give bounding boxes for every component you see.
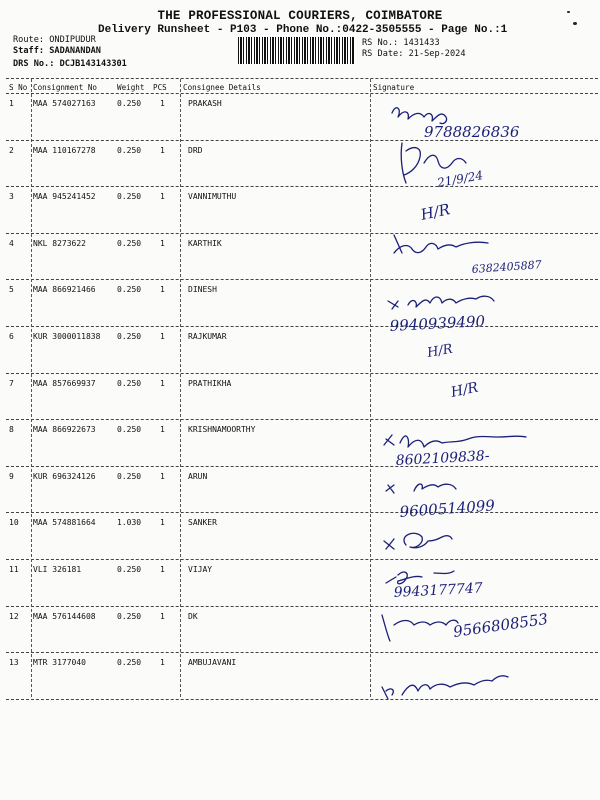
route-label: Route: bbox=[13, 35, 45, 45]
signature-scribble bbox=[384, 435, 526, 447]
signature-text: H/R bbox=[419, 200, 452, 224]
cell-consignment-no: MAA 574027163 bbox=[33, 99, 96, 108]
cell-pcs: 1 bbox=[160, 378, 165, 388]
signature-scribble bbox=[394, 235, 488, 253]
cell-consignee: KARTHIK bbox=[188, 238, 222, 248]
signature-text: H/R bbox=[426, 341, 454, 361]
cell-pcs: 1 bbox=[160, 145, 165, 155]
cell-consignee: PRATHIKHA bbox=[188, 378, 232, 388]
cell-consignment-no: NKL 8273622 bbox=[33, 238, 86, 248]
cell-weight: 0.250 bbox=[117, 192, 142, 202]
signature-scribble bbox=[392, 108, 447, 124]
cell-weight: 0.250 bbox=[117, 658, 142, 668]
cell-consignment-no: MAA 866921466 bbox=[33, 285, 96, 295]
rs-no-info bbox=[362, 38, 440, 49]
signature-ink bbox=[372, 95, 600, 705]
cell-sno: 6 bbox=[9, 332, 14, 341]
cell-sno: 2 bbox=[9, 145, 14, 155]
cell-consignee: DK bbox=[188, 611, 198, 621]
barcode bbox=[238, 37, 355, 64]
cell-consignment-no: MAA 576144608 bbox=[33, 611, 96, 621]
cell-pcs: 1 bbox=[160, 565, 165, 574]
cell-consignee: VANNIMUTHU bbox=[188, 192, 237, 202]
cell-sno: 5 bbox=[9, 285, 14, 295]
cell-consignment-no: KUR 3000011838 bbox=[33, 332, 101, 341]
cell-sno: 12 bbox=[9, 611, 19, 621]
signature-text: 9788826836 bbox=[424, 123, 520, 141]
drs-label: DRS No.: bbox=[13, 59, 55, 69]
drs-value: DCJB143143301 bbox=[59, 59, 127, 69]
document-subtitle: Delivery Runsheet - P103 - Phone No.:0422-3505555 - Page No.:1 bbox=[98, 24, 508, 36]
cell-pcs: 1 bbox=[160, 425, 165, 435]
cell-consignment-no: MAA 110167278 bbox=[33, 145, 96, 155]
signature-text: 6382405887 bbox=[471, 258, 543, 276]
cell-pcs: 1 bbox=[160, 471, 165, 481]
cell-weight: 0.250 bbox=[117, 238, 142, 248]
cell-weight: 0.250 bbox=[117, 99, 142, 108]
cell-pcs: 1 bbox=[160, 518, 165, 528]
cell-sno: 9 bbox=[9, 471, 14, 481]
cell-sno: 10 bbox=[9, 518, 19, 528]
cell-consignee: VIJAY bbox=[188, 565, 213, 574]
cell-consignment-no: MAA 574881664 bbox=[33, 518, 96, 528]
signature-text: 21/9/24 bbox=[436, 168, 485, 190]
col-divider bbox=[370, 79, 371, 697]
cell-weight: 0.250 bbox=[117, 145, 142, 155]
cell-consignee: PRAKASH bbox=[188, 99, 222, 108]
route-info bbox=[13, 35, 96, 46]
cell-weight: 0.250 bbox=[117, 471, 142, 481]
col-header-weight: Weight bbox=[117, 83, 145, 92]
cell-consignee: SANKER bbox=[188, 518, 217, 528]
cell-sno: 4 bbox=[9, 238, 14, 248]
cell-consignment-no: KUR 696324126 bbox=[33, 471, 96, 481]
cell-consignment-no: MAA 945241452 bbox=[33, 192, 96, 202]
signature-scribble bbox=[384, 533, 452, 549]
rs-no-value: 1431433 bbox=[403, 38, 440, 48]
cell-weight: 0.250 bbox=[117, 425, 142, 435]
cell-sno: 3 bbox=[9, 192, 14, 202]
cell-consignee: AMBUJAVANI bbox=[188, 658, 237, 668]
cell-pcs: 1 bbox=[160, 611, 165, 621]
staff-label: Staff: bbox=[13, 46, 45, 56]
rs-date-value: 21-Sep-2024 bbox=[408, 49, 466, 59]
route-value: ONDIPUDUR bbox=[49, 35, 96, 45]
scan-mark bbox=[567, 11, 570, 13]
cell-weight: 0.250 bbox=[117, 565, 142, 574]
col-divider bbox=[31, 79, 32, 697]
cell-consignment-no: MAA 857669937 bbox=[33, 378, 96, 388]
signature-scribble bbox=[388, 296, 494, 309]
signature-text: 9566808553 bbox=[452, 609, 550, 641]
cell-consignment-no: MTR 3177040 bbox=[33, 658, 86, 668]
cell-consignee: RAJKUMAR bbox=[188, 332, 227, 341]
rs-no-label: RS No.: bbox=[362, 38, 399, 48]
cell-sno: 8 bbox=[9, 425, 14, 435]
signature-scribble bbox=[386, 484, 456, 493]
cell-sno: 1 bbox=[9, 99, 14, 108]
cell-sno: 7 bbox=[9, 378, 14, 388]
document-title: THE PROFESSIONAL COURIERS, COIMBATORE bbox=[157, 9, 443, 23]
staff-value: SADANANDAN bbox=[49, 46, 101, 56]
cell-weight: 0.250 bbox=[117, 332, 142, 341]
cell-consignee: DINESH bbox=[188, 285, 217, 295]
col-header-pcs: PCS bbox=[153, 83, 167, 92]
col-divider bbox=[180, 79, 181, 697]
staff-info bbox=[13, 46, 101, 57]
cell-consignee: ARUN bbox=[188, 471, 208, 481]
col-header-consignee: Consignee Details bbox=[183, 83, 261, 92]
cell-consignee: KRISHNAMOORTHY bbox=[188, 425, 256, 435]
rs-date-label: RS Date: bbox=[362, 49, 404, 59]
cell-weight: 1.030 bbox=[117, 518, 142, 528]
cell-pcs: 1 bbox=[160, 658, 165, 668]
signature-text: 9940939490 bbox=[389, 312, 486, 335]
drs-info bbox=[13, 59, 127, 70]
col-header-signature: Signature bbox=[373, 83, 415, 92]
signature-scribble bbox=[382, 676, 508, 699]
scan-mark bbox=[573, 22, 577, 25]
cell-weight: 0.250 bbox=[117, 611, 142, 621]
cell-pcs: 1 bbox=[160, 285, 165, 295]
cell-weight: 0.250 bbox=[117, 285, 142, 295]
signature-text: 8602109838- bbox=[395, 448, 490, 469]
signature-scribble bbox=[382, 615, 458, 641]
col-header-sno: S No bbox=[9, 83, 28, 92]
cell-sno: 13 bbox=[9, 658, 19, 668]
cell-pcs: 1 bbox=[160, 238, 165, 248]
cell-pcs: 1 bbox=[160, 332, 165, 341]
rs-date-info bbox=[362, 49, 466, 60]
table-header-rule bbox=[6, 93, 598, 94]
signature-text: 9600514099 bbox=[399, 496, 496, 521]
cell-pcs: 1 bbox=[160, 99, 165, 108]
col-header-consignment: Consignment No bbox=[33, 83, 98, 92]
cell-pcs: 1 bbox=[160, 192, 165, 202]
cell-weight: 0.250 bbox=[117, 378, 142, 388]
cell-sno: 11 bbox=[9, 565, 19, 574]
signature-text: 9943177747 bbox=[393, 580, 484, 601]
cell-consignment-no: VLI 326181 bbox=[33, 565, 82, 574]
table-top-rule bbox=[6, 78, 598, 79]
cell-consignee: DRD bbox=[188, 145, 203, 155]
signature-text: H/R bbox=[449, 379, 480, 401]
cell-consignment-no: MAA 866922673 bbox=[33, 425, 96, 435]
